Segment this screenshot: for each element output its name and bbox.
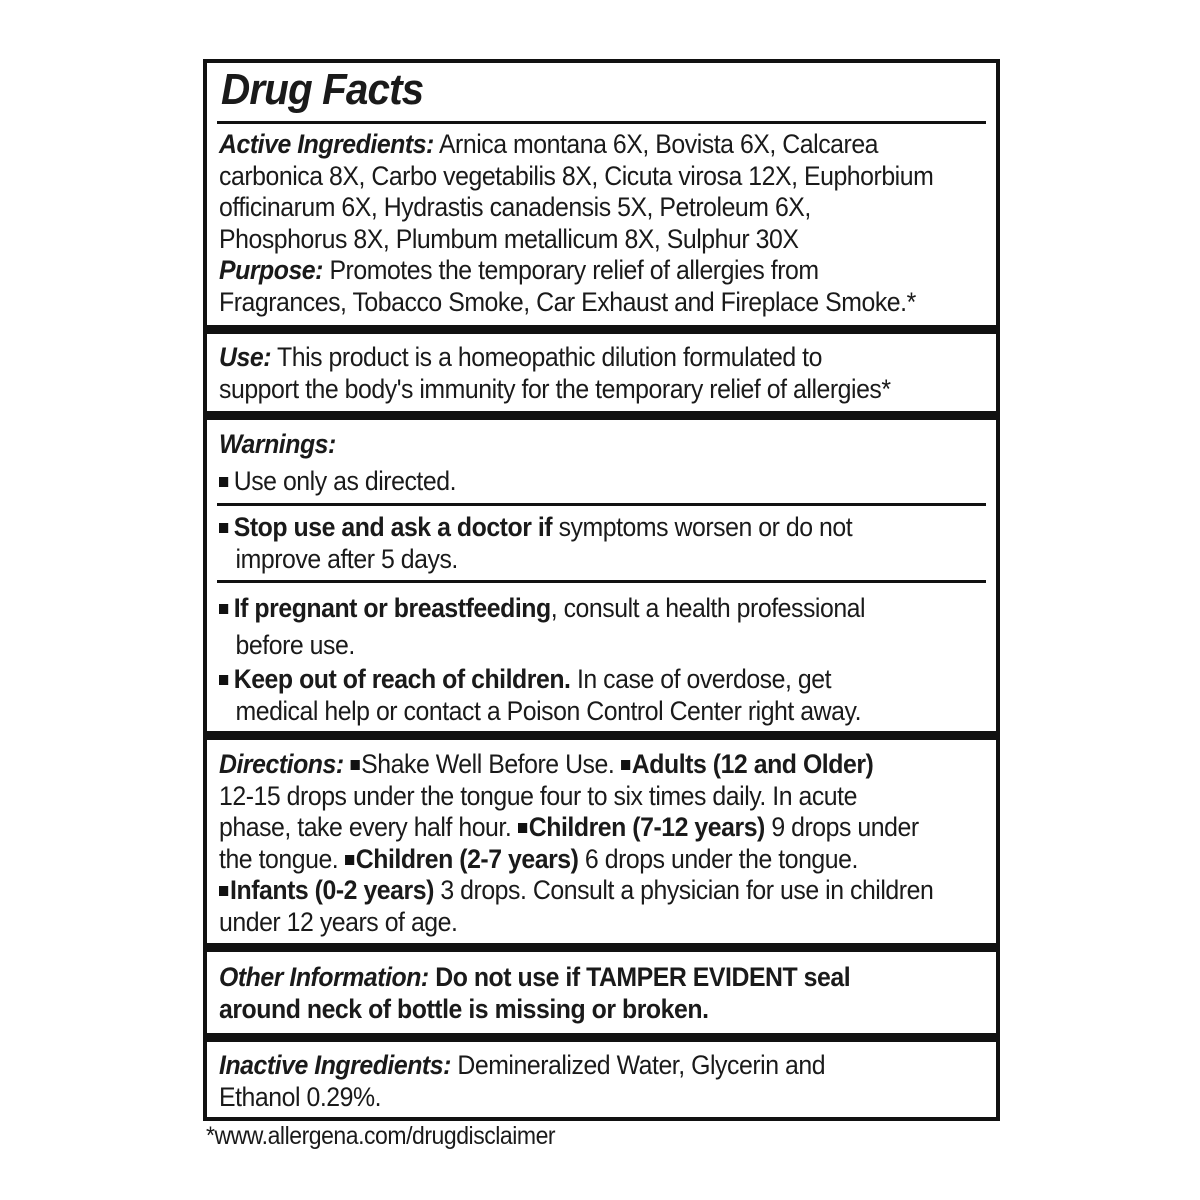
other-line-1: Do not use if TAMPER EVIDENT seal (435, 962, 851, 992)
section-divider (207, 325, 996, 334)
active-line-1: Arnica montana 6X, Bovista 6X, Calcarea (438, 129, 879, 159)
bullet-icon (621, 760, 630, 770)
use-line-1: This product is a homeopathic dilution formulated to (277, 342, 822, 372)
active-ingredients-section (219, 129, 982, 318)
bullet-icon (219, 604, 228, 614)
warning-divider (217, 580, 986, 583)
use-line-2: support the body's immunity for the temporary relief of allergies* (219, 373, 891, 404)
purpose-line-1: Promotes the temporary relief of allergies from (329, 255, 819, 285)
direction-bold-text: Children (7-12 years) (528, 812, 765, 842)
active-line-3: officinarum 6X, Hydrastis canadensis 5X, Petroleum 6X, (219, 192, 811, 222)
warning-bold-text: If pregnant or breastfeeding (233, 593, 551, 623)
title-rule (217, 121, 986, 124)
warning-item (219, 466, 982, 498)
direction-text: phase, take every half hour. (219, 812, 512, 842)
direction-text: 9 drops under (771, 812, 919, 842)
section-divider (207, 411, 996, 420)
warnings-label: Warnings: (219, 429, 336, 459)
purpose-label: Purpose: (219, 255, 323, 285)
bullet-icon (219, 675, 228, 685)
section-divider (207, 731, 996, 740)
drug-facts-panel (203, 59, 1000, 1121)
section-divider (207, 943, 996, 952)
other-information-section (219, 962, 982, 1025)
direction-text: the tongue. (219, 843, 339, 874)
warning-text: before use. (235, 630, 355, 660)
inactive-ingredients-label: Inactive Ingredients: (219, 1050, 451, 1080)
direction-text: under 12 years of age. (219, 906, 458, 937)
bullet-icon (219, 886, 228, 896)
section-divider (207, 1033, 996, 1042)
active-line-2: carbonica 8X, Carbo vegetabilis 8X, Cicuta virosa 12X, Euphorbium (219, 160, 934, 191)
disclaimer-footnote: *www.allergena.com/drugdisclaimer (206, 1122, 556, 1150)
warning-bold-text: Stop use and ask a doctor if (233, 512, 553, 542)
warning-text: medical help or contact a Poison Control Center right away. (235, 695, 862, 726)
use-label: Use: (219, 342, 272, 372)
warning-text: symptoms worsen or do not (558, 512, 853, 542)
direction-bold-text: Children (2-7 years) (355, 843, 579, 874)
warning-item (219, 664, 982, 727)
directions-label: Directions: (219, 749, 344, 779)
other-information-label: Other Information: (219, 962, 429, 992)
other-line-2: around neck of bottle is missing or broken. (219, 993, 709, 1024)
direction-bold-text: Adults (12 and Older) (631, 749, 874, 779)
direction-text: 6 drops under the tongue. (584, 843, 858, 874)
purpose-line-2: Fragrances, Tobacco Smoke, Car Exhaust and Fireplace Smoke.* (219, 286, 916, 317)
bullet-icon (219, 477, 228, 487)
warnings-section (219, 429, 982, 461)
warning-text: , consult a health professional (550, 593, 866, 623)
bullet-icon (345, 855, 354, 865)
warning-item (219, 590, 982, 664)
drug-facts-title: Drug Facts (221, 65, 424, 114)
warning-text: improve after 5 days. (235, 543, 458, 574)
direction-text: Shake Well Before Use. (361, 749, 615, 779)
warning-text: In case of overdose, get (576, 664, 832, 694)
directions-section (219, 749, 982, 938)
direction-text: 3 drops. Consult a physician for use in children (440, 875, 934, 905)
active-line-4: Phosphorus 8X, Plumbum metallicum 8X, Sulphur 30X (219, 223, 799, 254)
warning-text: Use only as directed. (233, 466, 457, 496)
warning-item (219, 512, 982, 575)
use-section (219, 342, 982, 405)
direction-bold-text: Infants (0-2 years) (230, 875, 434, 905)
inactive-line-1: Demineralized Water, Glycerin and (457, 1050, 826, 1080)
warning-divider (217, 503, 986, 506)
inactive-ingredients-section (219, 1050, 982, 1113)
bullet-icon (518, 823, 527, 833)
inactive-line-2: Ethanol 0.29%. (219, 1081, 382, 1112)
active-ingredients-label: Active Ingredients: (219, 129, 434, 159)
warning-bold-text: Keep out of reach of children. (233, 664, 571, 694)
direction-text: 12-15 drops under the tongue four to six times daily. In acute (219, 780, 857, 811)
bullet-icon (350, 760, 359, 770)
bullet-icon (219, 523, 228, 533)
